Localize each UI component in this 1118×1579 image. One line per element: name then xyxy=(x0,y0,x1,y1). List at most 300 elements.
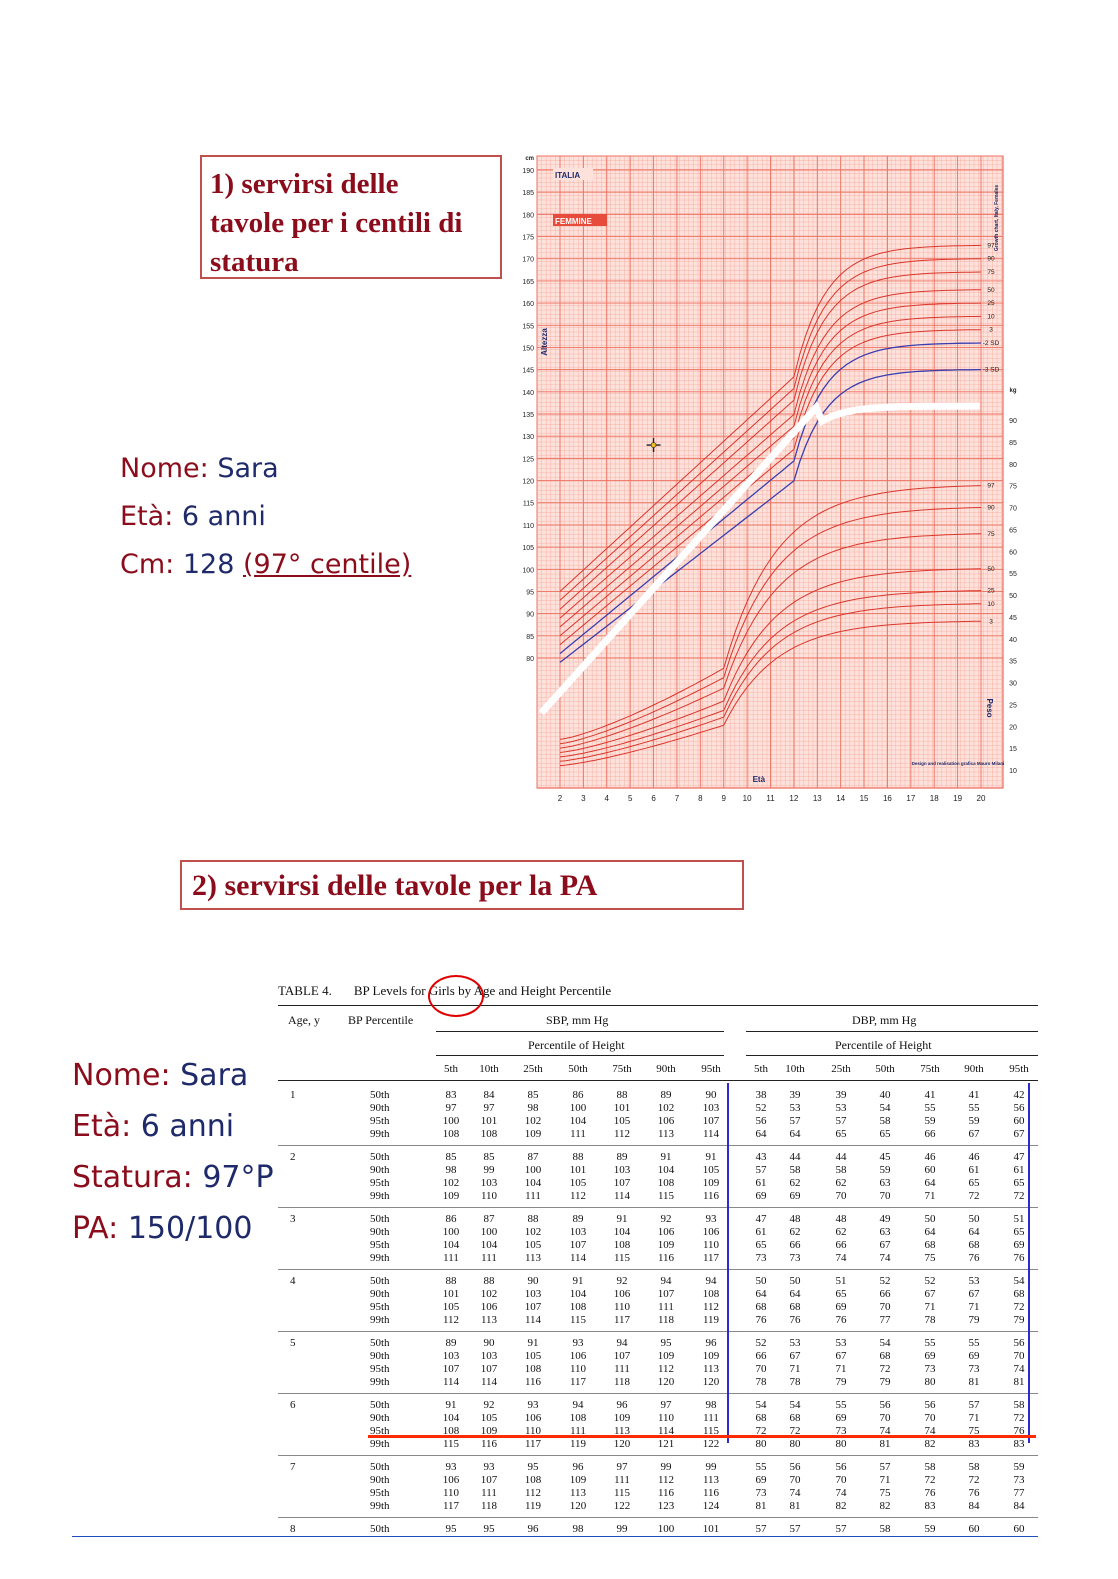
bp-pct-cell: 90th xyxy=(370,1226,390,1238)
sbp-cell: 115 xyxy=(613,1487,631,1499)
weight-centile-label: 50 xyxy=(987,565,995,573)
dbp-cell: 70 xyxy=(924,1412,936,1424)
bp-pct-cell: 99th xyxy=(370,1252,390,1264)
dbp-pct-col-header: 5th xyxy=(753,1063,769,1075)
dbp-cell: 57 xyxy=(879,1461,891,1473)
sbp-cell: 100 xyxy=(442,1115,460,1127)
sbp-cell: 91 xyxy=(660,1151,672,1163)
sbp-cell: 101 xyxy=(702,1523,720,1535)
dbp-cell: 72 xyxy=(968,1474,980,1486)
dbp-cell: 40 xyxy=(879,1089,891,1101)
weight-tick-label: 60 xyxy=(1009,549,1017,557)
sbp-cell: 90 xyxy=(705,1089,717,1101)
dbp-cell: 75 xyxy=(879,1487,891,1499)
sbp-cell: 116 xyxy=(702,1487,720,1499)
sbp-cell: 94 xyxy=(616,1337,628,1349)
height-tick-label: 85 xyxy=(526,633,534,641)
dbp-cell: 83 xyxy=(924,1500,936,1512)
sbp-cell: 107 xyxy=(480,1474,498,1486)
height-tick-label: 155 xyxy=(522,323,534,331)
weight-tick-label: 10 xyxy=(1009,768,1017,775)
sbp-cell: 95 xyxy=(483,1523,495,1535)
dbp-cell: 55 xyxy=(924,1102,936,1114)
sbp-cell: 118 xyxy=(613,1376,631,1388)
dbp-cell: 72 xyxy=(1013,1412,1025,1424)
dbp-cell: 75 xyxy=(968,1425,980,1437)
sbp-cell: 90 xyxy=(527,1275,539,1287)
sbp-cell: 117 xyxy=(524,1438,542,1450)
sbp-cell: 107 xyxy=(702,1115,720,1127)
highlight-row-line xyxy=(368,1435,1036,1438)
sbp-cell: 96 xyxy=(527,1523,539,1535)
dbp-cell: 57 xyxy=(968,1399,980,1411)
dbp-cell: 59 xyxy=(924,1115,936,1127)
height-tick-label: 160 xyxy=(522,301,534,309)
sbp-cell: 100 xyxy=(524,1164,542,1176)
dbp-cell: 84 xyxy=(968,1500,980,1512)
sbp-cell: 106 xyxy=(524,1412,542,1424)
dbp-cell: 47 xyxy=(1013,1151,1025,1163)
sbp-pct-col-header: 50th xyxy=(568,1063,588,1075)
sbp-cell: 101 xyxy=(569,1164,587,1176)
sbp-cell: 112 xyxy=(442,1314,460,1326)
table-caption-label: TABLE 4. xyxy=(278,983,332,998)
sbp-cell: 109 xyxy=(657,1239,675,1251)
unit-cm-label: cm xyxy=(525,156,534,162)
sbp-pct-col-header: 90th xyxy=(656,1063,676,1075)
sbp-cell: 99 xyxy=(483,1164,495,1176)
sbp-cell: 113 xyxy=(569,1487,587,1499)
sbp-cell: 110 xyxy=(657,1412,675,1424)
dbp-cell: 56 xyxy=(879,1399,891,1411)
dbp-cell: 74 xyxy=(1013,1363,1025,1375)
weight-tick-label: 90 xyxy=(1009,418,1017,425)
height-centile-label: 25 xyxy=(987,300,995,308)
dbp-pct-col-header: 75th xyxy=(920,1063,940,1075)
sbp-cell: 108 xyxy=(524,1474,542,1486)
sbp-cell: 105 xyxy=(524,1239,542,1251)
credit-label: Design and realisation grafica Mauro Milani xyxy=(911,761,1005,766)
age-cell: 3 xyxy=(290,1213,296,1225)
dbp-cell: 65 xyxy=(1013,1177,1025,1189)
sbp-cell: 108 xyxy=(442,1128,460,1140)
sbp-cell: 98 xyxy=(705,1399,717,1411)
dbp-cell: 56 xyxy=(835,1461,847,1473)
dbp-cell: 48 xyxy=(835,1213,847,1225)
dbp-cell: 57 xyxy=(789,1523,801,1535)
title-box-pa xyxy=(180,860,744,910)
x-tick-label: 18 xyxy=(929,794,939,803)
dbp-cell: 60 xyxy=(1013,1115,1025,1127)
dbp-cell: 61 xyxy=(1013,1164,1025,1176)
dbp-cell: 71 xyxy=(879,1474,891,1486)
dbp-cell: 58 xyxy=(1013,1399,1025,1411)
weight-tick-label: 80 xyxy=(1009,461,1017,469)
sbp-cell: 108 xyxy=(657,1177,675,1189)
sbp-cell: 109 xyxy=(524,1128,542,1140)
bp-pct-cell: 50th xyxy=(370,1399,390,1411)
dbp-cell: 54 xyxy=(879,1337,891,1349)
patient-marker-dot xyxy=(651,443,656,448)
dbp-cell: 57 xyxy=(755,1523,767,1535)
dbp-pct-col-header: 50th xyxy=(875,1063,895,1075)
bp-pct-cell: 90th xyxy=(370,1164,390,1176)
dbp-cell: 41 xyxy=(968,1089,980,1101)
sbp-cell: 98 xyxy=(572,1523,584,1535)
sbp-cell: 106 xyxy=(442,1474,460,1486)
bp-pct-cell: 95th xyxy=(370,1363,390,1375)
sbp-cell: 103 xyxy=(613,1164,631,1176)
dbp-cell: 73 xyxy=(755,1252,767,1264)
dbp-cell: 71 xyxy=(924,1301,936,1313)
sbp-cell: 108 xyxy=(480,1128,498,1140)
dbp-cell: 54 xyxy=(755,1399,767,1411)
dbp-cell: 53 xyxy=(835,1337,847,1349)
sbp-cell: 93 xyxy=(572,1337,584,1349)
dbp-cell: 73 xyxy=(835,1425,847,1437)
sbp-cell: 97 xyxy=(445,1102,457,1114)
bp-pct-cell: 50th xyxy=(370,1089,390,1101)
sbp-cell: 104 xyxy=(442,1239,460,1251)
x-tick-label: 11 xyxy=(766,794,775,803)
dbp-cell: 55 xyxy=(835,1399,847,1411)
dbp-cell: 64 xyxy=(755,1288,767,1300)
sbp-cell: 93 xyxy=(527,1399,539,1411)
weight-tick-label: 25 xyxy=(1009,702,1017,710)
sbp-cell: 101 xyxy=(480,1115,498,1127)
sbp-cell: 92 xyxy=(616,1275,628,1287)
sbp-cell: 99 xyxy=(616,1523,628,1535)
sbp-cell: 111 xyxy=(614,1474,630,1486)
sbp-cell: 115 xyxy=(657,1190,675,1202)
dbp-cell: 69 xyxy=(968,1350,980,1362)
sbp-cell: 107 xyxy=(524,1301,542,1313)
bp-pct-cell: 99th xyxy=(370,1190,390,1202)
patient-info-1 xyxy=(120,445,411,589)
weight-tick-label: 85 xyxy=(1009,439,1017,447)
sbp-cell: 99 xyxy=(705,1461,717,1473)
sbp-cell: 96 xyxy=(705,1337,717,1349)
dbp-cell: 58 xyxy=(879,1115,891,1127)
sbp-cell: 103 xyxy=(569,1226,587,1238)
sbp-cell: 109 xyxy=(480,1425,498,1437)
age-axis-label: Età xyxy=(752,775,766,784)
sbp-cell: 117 xyxy=(442,1500,460,1512)
dbp-pct-col-header: 10th xyxy=(785,1063,805,1075)
sbp-cell: 110 xyxy=(442,1487,460,1499)
sbp-cell: 105 xyxy=(442,1301,460,1313)
dbp-cell: 53 xyxy=(968,1275,980,1287)
dbp-cell: 72 xyxy=(755,1425,767,1437)
weight-centile-label: 25 xyxy=(987,587,995,595)
age-cell: 4 xyxy=(290,1275,296,1287)
dbp-cell: 69 xyxy=(835,1412,847,1424)
dbp-cell: 79 xyxy=(1013,1314,1025,1326)
height-tick-label: 130 xyxy=(522,434,534,442)
sbp-cell: 108 xyxy=(442,1425,460,1437)
dbp-cell: 76 xyxy=(1013,1252,1025,1264)
sbp-cell: 112 xyxy=(657,1363,675,1375)
dbp-height-pct-header: Percentile of Height xyxy=(835,1038,932,1052)
table-caption-text: BP Levels for Girls by Age and Height Percentile xyxy=(353,983,612,998)
dbp-cell: 78 xyxy=(924,1314,936,1326)
row-group-rule xyxy=(278,1331,1038,1332)
sbp-cell: 103 xyxy=(702,1102,720,1114)
sbp-cell: 110 xyxy=(569,1363,587,1375)
sbp-cell: 105 xyxy=(480,1412,498,1424)
sbp-cell: 111 xyxy=(614,1363,630,1375)
sbp-pct-col-header: 10th xyxy=(479,1063,499,1075)
dbp-cell: 52 xyxy=(755,1102,767,1114)
sbp-pct-col-header: 95th xyxy=(701,1063,721,1075)
dbp-cell: 65 xyxy=(835,1128,847,1140)
sbp-cell: 109 xyxy=(569,1474,587,1486)
dbp-cell: 75 xyxy=(924,1252,936,1264)
weight-centile-label: 3 xyxy=(989,618,993,626)
dbp-cell: 74 xyxy=(879,1425,891,1437)
sbp-cell: 120 xyxy=(569,1500,587,1512)
sbp-rule xyxy=(436,1031,724,1032)
sbp-cell: 104 xyxy=(480,1239,498,1251)
dbp-cell: 66 xyxy=(879,1288,891,1300)
sbp-cell: 110 xyxy=(702,1239,720,1251)
height-centile-label: 75 xyxy=(987,269,995,277)
sbp-cell: 107 xyxy=(613,1350,631,1362)
dbp-cell: 69 xyxy=(924,1350,936,1362)
sbp-cell: 103 xyxy=(480,1350,498,1362)
x-tick-label: 20 xyxy=(976,794,986,803)
dbp-cell: 74 xyxy=(835,1487,847,1499)
dbp-cell: 72 xyxy=(968,1190,980,1202)
sbp-cell: 117 xyxy=(613,1314,631,1326)
dbp-cell: 67 xyxy=(879,1239,891,1251)
dbp-cell: 56 xyxy=(1013,1102,1025,1114)
height-tick-label: 180 xyxy=(522,212,534,220)
age-cell: 1 xyxy=(290,1089,296,1101)
bp-pct-cell: 95th xyxy=(370,1487,390,1499)
weight-tick-label: 65 xyxy=(1009,527,1017,535)
dbp-cell: 72 xyxy=(1013,1190,1025,1202)
age-cell: 8 xyxy=(290,1523,296,1535)
sbp-cell: 106 xyxy=(702,1226,720,1238)
bp-pct-cell: 50th xyxy=(370,1523,390,1535)
height-centile-label: -3 SD xyxy=(982,366,1000,374)
dbp-cell: 76 xyxy=(789,1314,801,1326)
dbp-cell: 68 xyxy=(879,1350,891,1362)
dbp-cell: 71 xyxy=(968,1301,980,1313)
bp-pct-cell: 90th xyxy=(370,1412,390,1424)
dbp-cell: 80 xyxy=(755,1438,767,1450)
sbp-cell: 96 xyxy=(572,1461,584,1473)
dbp-cell: 52 xyxy=(755,1337,767,1349)
sbp-cell: 112 xyxy=(613,1128,631,1140)
sbp-height-pct-header: Percentile of Height xyxy=(528,1038,625,1052)
x-tick-label: 10 xyxy=(742,794,752,803)
dbp-cell: 74 xyxy=(835,1252,847,1264)
sbp-cell: 102 xyxy=(524,1115,542,1127)
sbp-cell: 100 xyxy=(442,1226,460,1238)
sbp-cell: 111 xyxy=(525,1190,541,1202)
sbp-cell: 112 xyxy=(702,1301,720,1313)
sbp-cell: 98 xyxy=(445,1164,457,1176)
sbp-cell: 85 xyxy=(527,1089,539,1101)
dbp-cell: 64 xyxy=(789,1288,801,1300)
bp-pct-cell: 99th xyxy=(370,1438,390,1450)
sbp-pct-col-header: 75th xyxy=(612,1063,632,1075)
sbp-cell: 85 xyxy=(445,1151,457,1163)
sbp-cell: 112 xyxy=(569,1190,587,1202)
centile-note: (97° centile) xyxy=(243,549,412,580)
pa-label: PA: xyxy=(72,1211,119,1246)
sbp-cell: 117 xyxy=(702,1252,720,1264)
dbp-cell: 58 xyxy=(879,1523,891,1535)
dbp-cell: 84 xyxy=(1013,1500,1025,1512)
sbp-cell: 113 xyxy=(613,1425,631,1437)
sbp-cell: 106 xyxy=(613,1288,631,1300)
dbp-cell: 79 xyxy=(879,1376,891,1388)
dbp-cell: 72 xyxy=(879,1363,891,1375)
dbp-rule xyxy=(746,1031,1038,1032)
sex-label: FEMMINE xyxy=(555,217,592,226)
dbp-cell: 58 xyxy=(789,1164,801,1176)
dbp-cell: 48 xyxy=(789,1213,801,1225)
height-tick-label: 185 xyxy=(522,190,534,198)
sbp-cell: 104 xyxy=(613,1226,631,1238)
sbp-cell: 116 xyxy=(657,1252,675,1264)
height-tick-label: 95 xyxy=(526,589,534,597)
height-tick-label: 90 xyxy=(526,611,534,619)
stature-value: 97°P xyxy=(202,1160,274,1195)
dbp-cell: 50 xyxy=(789,1275,801,1287)
sbp-cell: 117 xyxy=(569,1376,587,1388)
dbp-cell: 55 xyxy=(968,1337,980,1349)
weight-tick-label: 20 xyxy=(1009,724,1017,732)
dbp-cell: 65 xyxy=(968,1177,980,1189)
dbp-cell: 81 xyxy=(789,1500,801,1512)
sbp-cell: 83 xyxy=(445,1089,457,1101)
x-tick-label: 14 xyxy=(836,794,846,803)
weight-tick-label: 45 xyxy=(1009,614,1017,622)
sbp-cell: 96 xyxy=(616,1399,628,1411)
age-value: 6 anni xyxy=(181,501,266,532)
dbp-cell: 67 xyxy=(789,1350,801,1362)
sbp-cell: 93 xyxy=(705,1213,717,1225)
title-line-1: 1) servirsi delle xyxy=(210,168,399,200)
height-tick-label: 110 xyxy=(522,522,534,530)
sbp-cell: 115 xyxy=(702,1425,720,1437)
age-cell: 2 xyxy=(290,1151,296,1163)
height-centile-label: 3 xyxy=(989,326,993,334)
dbp-cell: 54 xyxy=(1013,1275,1025,1287)
dbp-cell: 70 xyxy=(1013,1350,1025,1362)
sbp-cell: 94 xyxy=(660,1275,672,1287)
x-tick-label: 4 xyxy=(604,794,610,803)
dbp-cell: 80 xyxy=(835,1438,847,1450)
dbp-cell: 56 xyxy=(924,1399,936,1411)
sbp-cell: 109 xyxy=(442,1190,460,1202)
side-label: Growth chart, Italy, Females xyxy=(994,184,1000,252)
dbp-cell: 44 xyxy=(835,1151,847,1163)
sbp-cell: 88 xyxy=(572,1151,584,1163)
dbp-cell: 81 xyxy=(755,1500,767,1512)
dbp-cell: 51 xyxy=(835,1275,847,1287)
sbp-cell: 119 xyxy=(569,1438,587,1450)
dbp-cell: 54 xyxy=(789,1399,801,1411)
height-tick-label: 140 xyxy=(522,389,534,397)
sbp-cell: 122 xyxy=(702,1438,720,1450)
x-tick-label: 8 xyxy=(698,794,703,803)
sbp-cell: 95 xyxy=(527,1461,539,1473)
bp-pct-cell: 99th xyxy=(370,1500,390,1512)
sbp-pct-col-header: 25th xyxy=(523,1063,543,1075)
dbp-cell: 46 xyxy=(924,1151,936,1163)
height-tick-label: 175 xyxy=(522,234,534,242)
dbp-cell: 82 xyxy=(879,1500,891,1512)
height-tick-label: 190 xyxy=(522,168,534,175)
sbp-cell: 113 xyxy=(524,1252,542,1264)
bp-pct-cell: 95th xyxy=(370,1301,390,1313)
row-group-rule xyxy=(278,1269,1038,1270)
weight-tick-label: 70 xyxy=(1009,505,1017,513)
weight-tick-label: 55 xyxy=(1009,571,1017,579)
dbp-cell: 82 xyxy=(835,1500,847,1512)
pa-row xyxy=(72,1203,274,1254)
dbp-cell: 73 xyxy=(968,1363,980,1375)
row-group-rule xyxy=(278,1393,1038,1394)
dbp-cell: 83 xyxy=(968,1438,980,1450)
weight-centile-label: 75 xyxy=(987,530,995,538)
dbp-cell: 67 xyxy=(968,1128,980,1140)
sbp-cell: 114 xyxy=(702,1128,720,1140)
dbp-cell: 70 xyxy=(789,1474,801,1486)
page-bottom-line xyxy=(72,1536,1038,1537)
dbp-cell: 65 xyxy=(755,1239,767,1251)
sbp-cell: 95 xyxy=(445,1523,457,1535)
dbp-cell: 47 xyxy=(755,1213,767,1225)
sbp-cell: 106 xyxy=(569,1350,587,1362)
sbp-cell: 91 xyxy=(445,1399,457,1411)
sbp-cell: 114 xyxy=(569,1252,587,1264)
sbp-cell: 119 xyxy=(702,1314,720,1326)
dbp-cell: 61 xyxy=(755,1226,767,1238)
sbp-cell: 109 xyxy=(702,1177,720,1189)
bp-pct-cell: 95th xyxy=(370,1239,390,1251)
dbp-cell: 57 xyxy=(835,1523,847,1535)
sbp-cell: 100 xyxy=(657,1523,675,1535)
sbp-cell: 86 xyxy=(572,1089,584,1101)
dbp-cell: 61 xyxy=(968,1164,980,1176)
sbp-cell: 88 xyxy=(527,1213,539,1225)
title-line-3: statura xyxy=(210,246,299,278)
age-cell: 7 xyxy=(290,1461,296,1473)
x-tick-label: 19 xyxy=(953,794,963,803)
sbp-cell: 111 xyxy=(570,1425,586,1437)
sbp-cell: 108 xyxy=(569,1412,587,1424)
country-label: ITALIA xyxy=(555,171,581,180)
dbp-cell: 45 xyxy=(879,1151,891,1163)
sbp-cell: 111 xyxy=(658,1301,674,1313)
sbp-cell: 104 xyxy=(569,1288,587,1300)
x-tick-label: 2 xyxy=(557,794,563,803)
sbp-cell: 118 xyxy=(480,1500,498,1512)
sbp-cell: 106 xyxy=(657,1115,675,1127)
sbp-cell: 104 xyxy=(442,1412,460,1424)
weight-tick-label: 75 xyxy=(1009,483,1017,491)
sbp-cell: 109 xyxy=(613,1412,631,1424)
dbp-cell: 46 xyxy=(968,1151,980,1163)
dbp-cell: 72 xyxy=(1013,1301,1025,1313)
dbp-cell: 54 xyxy=(879,1102,891,1114)
